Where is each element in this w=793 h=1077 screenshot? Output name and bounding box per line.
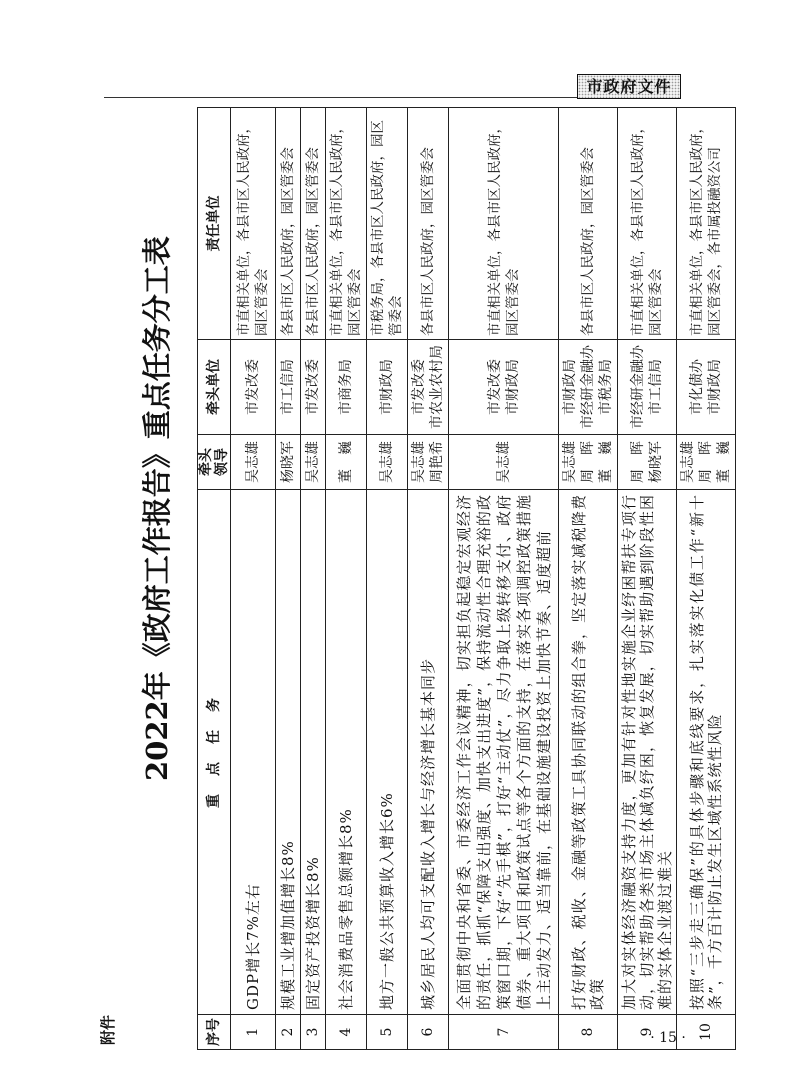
task-text: 地方一般公共预算收入增长6% <box>367 490 408 1015</box>
responsible-unit: 市直相关单位，各县市区人民政府，园区管委会 <box>326 108 367 340</box>
table-row <box>408 108 449 1050</box>
page-number: · 15 · <box>650 1030 686 1046</box>
row-number: 4 <box>326 1015 367 1050</box>
leader-cell <box>449 435 559 490</box>
task-assignment-table <box>197 107 736 1050</box>
row-number: 1 <box>231 1015 276 1050</box>
lead-unit-cell <box>677 340 736 435</box>
leader-name: 杨晓军 <box>280 441 296 483</box>
table-row <box>326 108 367 1050</box>
lead-unit-name: 市化债办 <box>689 359 705 415</box>
lead-unit-name: 市工信局 <box>280 359 296 415</box>
header-task: 重 点 任 务 <box>198 490 231 1015</box>
row-number: 3 <box>301 1015 326 1050</box>
lead-unit-name: 市发改委 <box>305 359 321 415</box>
lead-unit-cell <box>618 340 677 435</box>
lead-unit-name: 市工信局 <box>648 359 664 415</box>
lead-unit-name: 市经研金融办 <box>580 345 596 429</box>
leader-name: 吴志雄 <box>495 441 512 483</box>
row-number: 10 <box>677 1015 736 1050</box>
responsible-unit: 市税务局，各县市区人民政府，园区管委会 <box>367 108 408 340</box>
leader-name: 杨晓军 <box>648 441 664 483</box>
leader-name: 吴志雄 <box>562 441 578 483</box>
responsible-unit: 市直相关单位，各县市区人民政府，园区管委会 <box>449 108 559 340</box>
task-text: 按照“三步走三确保”的具体步骤和底线要求，扎实落实化债工作“新十条”，千方百计防止发生区域性系统性风险 <box>677 490 736 1015</box>
lead-unit-cell <box>449 340 559 435</box>
leader-name: 吴志雄 <box>379 441 395 483</box>
lead-unit-cell <box>408 340 449 435</box>
row-number: 7 <box>449 1015 559 1050</box>
leader-name: 董 巍 <box>598 441 614 483</box>
leader-name: 周 晖 <box>698 441 714 483</box>
leader-cell <box>367 435 408 490</box>
lead-unit-name: 市发改委 <box>245 359 261 415</box>
task-text: 加大对实体经济融资支持力度，更加有针对性地实施企业纾困帮扶专项行动，切实帮助各类市场主体减负纾困，恢复发展，切实帮助遇到阶段性困难的实体企业渡过难关 <box>618 490 677 1015</box>
lead-unit-cell <box>301 340 326 435</box>
lead-unit-cell <box>276 340 301 435</box>
lead-unit-name: 市农业农村局 <box>429 345 445 429</box>
header-leader <box>198 435 231 490</box>
task-text: 全面贯彻中央和省委、市委经济工作会议精神，切实担负起稳定宏观经济的责任，抓抓“保障支出强度、加快支出进度”，保持流动性合理充裕的政策窗口期，下好“先手棋”，打好“主动仗”，尽力争取上级转移支付、政府债券、重大项目和政策试点等各个方面的支持，在落实各项调控政策措施上主动发力、适当靠前，在基础设施建设投资上加快节奏、适度超前 <box>449 490 559 1015</box>
task-text: GDP增长7%左右 <box>231 490 276 1015</box>
lead-unit-name: 市财政局 <box>504 359 521 415</box>
task-text: 社会消费品零售总额增长8% <box>326 490 367 1015</box>
header-index: 序号 <box>198 1015 231 1050</box>
leader-name: 吴志雄 <box>680 441 696 483</box>
row-number: 2 <box>276 1015 301 1050</box>
lead-unit-name: 市商务局 <box>338 359 354 415</box>
task-text: 城乡居民人均可支配收入增长与经济增长基本同步 <box>408 490 449 1015</box>
leader-name: 吴志雄 <box>245 441 261 483</box>
lead-unit-name: 市财政局 <box>562 359 578 415</box>
lead-unit-name: 市税务局 <box>598 359 614 415</box>
header-lead-unit: 牵头单位 <box>198 340 231 435</box>
lead-unit-cell <box>559 340 618 435</box>
leader-name: 吴志雄 <box>411 441 427 483</box>
table-row <box>677 108 736 1050</box>
lead-unit-cell <box>231 340 276 435</box>
lead-unit-name: 市财政局 <box>707 359 723 415</box>
task-text: 规模工业增加值增长8% <box>276 490 301 1015</box>
header-leader-line2: 领导 <box>214 448 230 476</box>
table-row <box>618 108 677 1050</box>
responsible-unit: 市直相关单位，各县市区人民政府，园区管委会，各市属投融资公司 <box>677 108 736 340</box>
leader-cell <box>408 435 449 490</box>
header-leader-line1: 牵头 <box>198 448 214 476</box>
row-number: 5 <box>367 1015 408 1050</box>
section-header-label: 市政府文件 <box>577 74 681 99</box>
table-row <box>231 108 276 1050</box>
attachment-label: 附件 <box>99 1014 117 1045</box>
table-row <box>276 108 301 1050</box>
lead-unit-name: 市发改委 <box>486 359 503 415</box>
responsible-unit: 各县市区人民政府，园区管委会 <box>559 108 618 340</box>
leader-name: 董 巍 <box>716 441 732 483</box>
row-number: 6 <box>408 1015 449 1050</box>
leader-cell <box>559 435 618 490</box>
row-number: 8 <box>559 1015 618 1050</box>
leader-name: 董 巍 <box>338 441 354 483</box>
responsible-unit: 各县市区人民政府，园区管委会 <box>408 108 449 340</box>
table-row <box>449 108 559 1050</box>
responsible-unit: 各县市区人民政府，园区管委会 <box>301 108 326 340</box>
task-text: 固定资产投资增长8% <box>301 490 326 1015</box>
leader-name: 吴志雄 <box>305 441 321 483</box>
leader-cell <box>677 435 736 490</box>
responsible-unit: 各县市区人民政府，园区管委会 <box>276 108 301 340</box>
lead-unit-name: 市发改委 <box>411 359 427 415</box>
table-row <box>559 108 618 1050</box>
responsible-unit: 市直相关单位，各县市区人民政府，园区管委会 <box>231 108 276 340</box>
lead-unit-cell <box>367 340 408 435</box>
lead-unit-name: 市经研金融办 <box>630 345 646 429</box>
leader-name: 周 晖 <box>580 441 596 483</box>
lead-unit-cell <box>326 340 367 435</box>
row-number: 9 <box>618 1015 677 1050</box>
table-row <box>367 108 408 1050</box>
page-title: 2022年《政府工作报告》重点任务分工表 <box>140 236 174 781</box>
header-responsible-unit: 责任单位 <box>198 108 231 340</box>
lead-unit-name: 市财政局 <box>379 359 395 415</box>
leader-cell <box>326 435 367 490</box>
leader-cell <box>618 435 677 490</box>
leader-name: 周 晖 <box>630 441 646 483</box>
responsible-unit: 市直相关单位，各县市区人民政府，园区管委会 <box>618 108 677 340</box>
leader-cell <box>301 435 326 490</box>
leader-cell <box>231 435 276 490</box>
task-text: 打好财政、税收、金融等政策工具协同联动的组合拳，坚定落实减税降费政策 <box>559 490 618 1015</box>
table-row <box>301 108 326 1050</box>
leader-cell <box>276 435 301 490</box>
table-header-row <box>198 108 231 1050</box>
leader-name: 周艳希 <box>429 441 445 483</box>
